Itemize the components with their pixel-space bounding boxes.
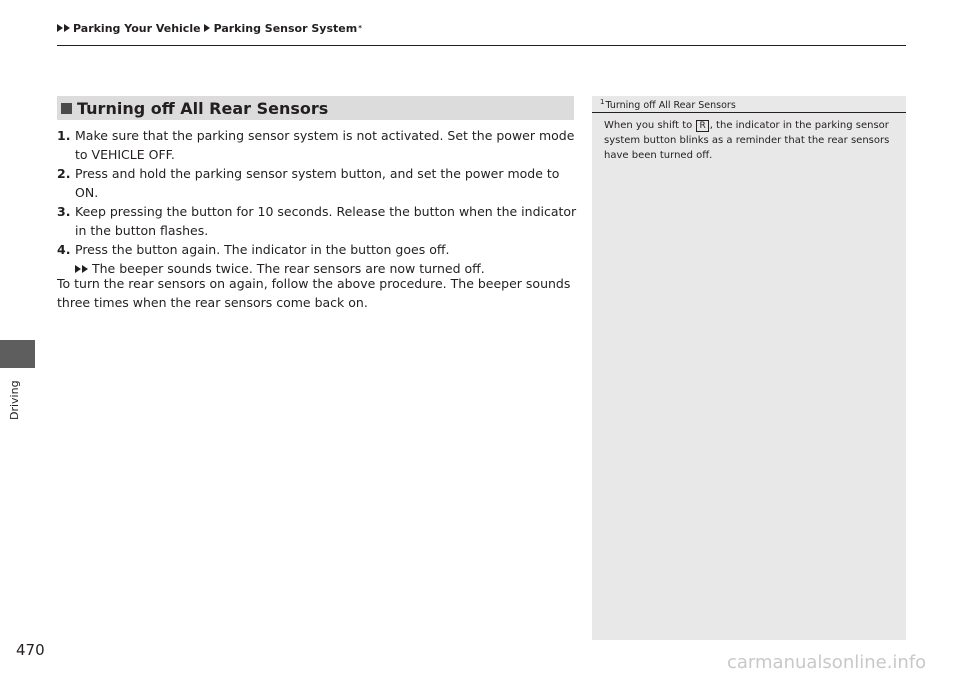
note-sidebar	[592, 96, 906, 640]
note-body	[604, 118, 896, 163]
breadcrumb-arrow-icon	[57, 24, 71, 32]
result-text: The beeper sounds twice. The rear sensors are now turned off.	[92, 261, 485, 276]
step-text: Press and hold the parking sensor system button, and set the power mode to ON.	[75, 166, 560, 200]
step-list	[57, 126, 579, 278]
breadcrumb-separator-icon	[204, 24, 211, 32]
step-number: 2.	[57, 166, 71, 181]
gear-r-icon: R	[696, 120, 708, 132]
note-text-after: , the indicator in the parking sensor system button blinks as a reminder that the rear sensors have been turned off.	[604, 120, 890, 161]
body-paragraph: To turn the rear sensors on again, follow the above procedure. The beeper sounds three times when the rear sensors come back on.	[57, 276, 571, 310]
breadcrumb-item-parking-your-vehicle[interactable]: Parking Your Vehicle	[73, 21, 201, 35]
note-title-text: Turning off All Rear Sensors	[605, 100, 736, 112]
step-number: 4.	[57, 242, 71, 257]
section-header	[57, 96, 574, 120]
step-text: Keep pressing the button for 10 seconds. Release the button when the indicator in the button flashes.	[75, 204, 577, 238]
chapter-tab-text: Driving	[8, 380, 21, 420]
step-number: 1.	[57, 128, 71, 143]
step-item	[57, 126, 579, 164]
note-title	[600, 98, 736, 111]
chapter-tab-marker	[0, 340, 35, 368]
breadcrumb-item-parking-sensor-system[interactable]: Parking Sensor System	[213, 21, 358, 35]
section-title: Turning off All Rear Sensors	[77, 98, 329, 118]
note-text-before: When you shift to	[604, 120, 696, 131]
section-square-icon	[61, 103, 72, 114]
chapter-tab-label	[6, 372, 22, 422]
note-reference-number: 1	[600, 98, 605, 106]
note-divider	[592, 112, 906, 113]
optional-feature-star: *	[358, 24, 362, 32]
step-number: 3.	[57, 204, 71, 219]
page-number: 470	[16, 641, 45, 659]
step-text: Make sure that the parking sensor system is not activated. Set the power mode to VEHICLE OFF.	[75, 128, 575, 162]
header-divider	[57, 45, 906, 46]
step-item	[57, 164, 579, 202]
watermark-text: carmanualsonline.info	[727, 652, 927, 673]
step-item	[57, 202, 579, 240]
breadcrumb	[57, 19, 362, 37]
step-text: Press the button again. The indicator in the button goes off.	[75, 242, 450, 257]
step-item	[57, 240, 579, 259]
